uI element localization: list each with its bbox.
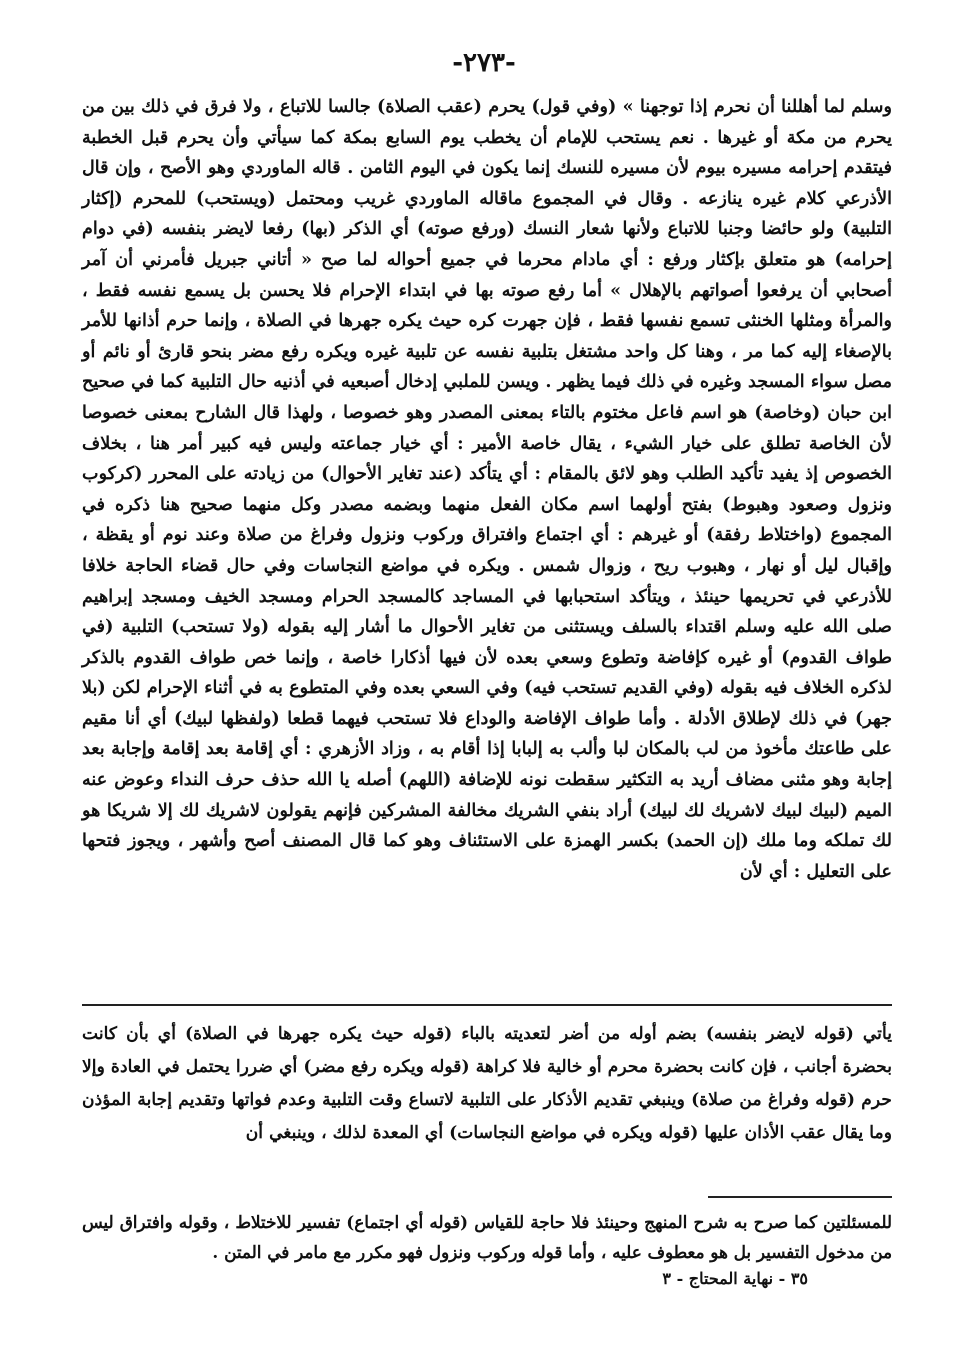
note-paragraph: للمسئلتين كما صرح به شرح المنهج وحينئذ فلا حاجة للقياس (قوله أي اجتماع) تفسير للاختلاط ، وقوله وافتراق ليس من مدخول التفسير بل هو معطوف عليه ، وأما قوله وركوب ونزول فهو مكرر مع مامر في المتن . (82, 1212, 892, 1262)
main-text-block (82, 92, 892, 887)
footnote-divider (82, 1004, 892, 1006)
footnote-paragraph: يأتي (قوله لايضر بنفسه) بضم أوله من أضر لتعديته بالباء (قوله حيث يكره جهرها في الصلاة) أي بأن كانت بحضرة أجانب ، فإن كانت بحضرة محرم أو خالية فلا كراهة (قوله ويكره رفع مضر) أي ضررا يحتمل في العادة وإلا حرم (قوله وفراغ من صلاة) وينبغي تقديم الأذكار على التلبية لاتساع وقت التلبية وعدم فواتها وتقديم إجابة المؤذن وما يقال عقب الأذان عليها (قوله ويكره في مواضع النجاسات) أي المعدة لذلك ، وينبغي أن (82, 1024, 892, 1143)
main-paragraph: وسلم لما أهللنا أن نحرم إذا توجهنا » (وفي قول) يحرم (عقب الصلاة) جالسا للاتباع ، ولا فرق في ذلك بين من يحرم من مكة أو غيرها . نعم يستحب للإمام أن يخطب يوم السابع بمكة كما سيأتي وأن يحرم قبل الخطبة فيتقدم إحرامه مسيره بيوم لأن مسيره للنسك إنما يكون في اليوم الثامن . قاله الماوردي وهو الأصح ، وإن قال الأذرعي كلام غيره ينازعه . وقال في المجموع ماقاله الماوردي غريب ومحتمل (ويستحب) للمحرم (إكثار التلبية) ولو حائضا وجنبا للاتباع ولأنها شعار النسك (ورفع صوته) أي الذكر (بها) رفعا لايضر بنفسه (في دوام إحرامه) هو متعلق بإكثار ورفع : أي مادام محرما في جميع أحواله لما صح « أتاني جبريل فأمرني أن آمر أصحابي أن يرفعوا أصواتهم بالإهلال » أما رفع صوته بها في ابتداء الإحرام فلا يحسن بل يسمع نفسه فقط ، والمرأة ومثلها الخنثى تسمع نفسها فقط ، فإن جهرت كره حيث يكره جهرها في الصلاة ، وإنما حرم أذانها للأمر بالإصغاء إليه كما مر ، وهنا كل واحد مشتغل بتلبية نفسه عن تلبية غيره ويكره رفع مضر بنحو قارئ أو نائم أو مصل سواء المسجد وغيره في ذلك فيما يظهر . ويسن للملبي إدخال أصبعيه في أذنيه حال التلبية كما في صحيح ابن حبان (وخاصة) هو اسم فاعل مختوم بالتاء بمعنى المصدر وهو خصوصا ، ولهذا قال الشارح بمعنى خصوصا لأن الخاصة تطلق على خيار الشيء ، يقال خاصة الأمير : أي خيار جماعته وليس فيه كبير أمر هنا ، بخلاف الخصوص إذ يفيد تأكيد الطلب وهو لائق بالمقام : أي يتأكد (عند تغاير الأحوال) من زيادته على المحرر (كركوب ونزول وصعود وهبوط) بفتح أولهما اسم مكان الفعل منهما وبضمه مصدر وكل منهما صحيح هنا ذكره في المجموع (واختلاط رفقة) أو غيرهم : أي اجتماع وافتراق وركوب ونزول وفراغ من صلاة وعند نوم أو يقظة ، وإقبال ليل أو نهار ، وهبوب ريح ، وزوال شمس . ويكره في مواضع النجاسات وفي حال قضاء الحاجة خلافا للأذرعي في تحريمها حينئذ ، ويتأكد استحبابها في المساجد كالمسجد الحرام ومسجد الخيف ومسجد إبراهيم صلى الله عليه وسلم اقتداء بالسلف ويستثنى من تغاير الأحوال ما أشار إليه بقوله (ولا تستحب) التلبية (في طواف القدوم) أو غيره كإفاضة وتطوع وسعي بعده لأن فيها أذكارا خاصة ، وإنما خص طواف القدوم بالذكر لذكره الخلاف فيه بقوله (وفي القديم تستحب فيه) وفي السعي بعده وفي المتطوع به في أثناء الإحرام لكن (بلا جهر) في ذلك لإطلاق الأدلة . وأما طواف الإفاضة والوداع فلا تستحب فيهما قطعا (ولفظها لبيك) أي أنا مقيم على طاعتك مأخوذ من لب بالمكان لبا وألب به إلبابا إذا أقام به ، وزاد الأزهري : أي إقامة بعد إقامة وإجابة بعد إجابة وهو مثنى مضاف أريد به التكثير سقطت نونه للإضافة (اللهم) أصله يا الله حذف حرف النداء وعوض عنه الميم (لبيك لبيك لاشريك لك لبيك) أراد بنفي الشريك مخالفة المشركين فإنهم يقولون لاشريك لك إلا شريكا هو لك تملكه وما ملك (إن الحمد) بكسر الهمزة على الاستئناف وهو كما قال المصنف أصح وأشهر ، ويجوز فتحها على التعليل : أي لأن (82, 96, 892, 882)
page-number: -٢٧٣- (452, 48, 516, 78)
note-divider (708, 1196, 892, 1198)
footnote-block (82, 1018, 892, 1150)
note-block (82, 1207, 892, 1267)
signature-line: ٣٥ - نهاية المحتاج - ٣ (662, 1269, 808, 1288)
